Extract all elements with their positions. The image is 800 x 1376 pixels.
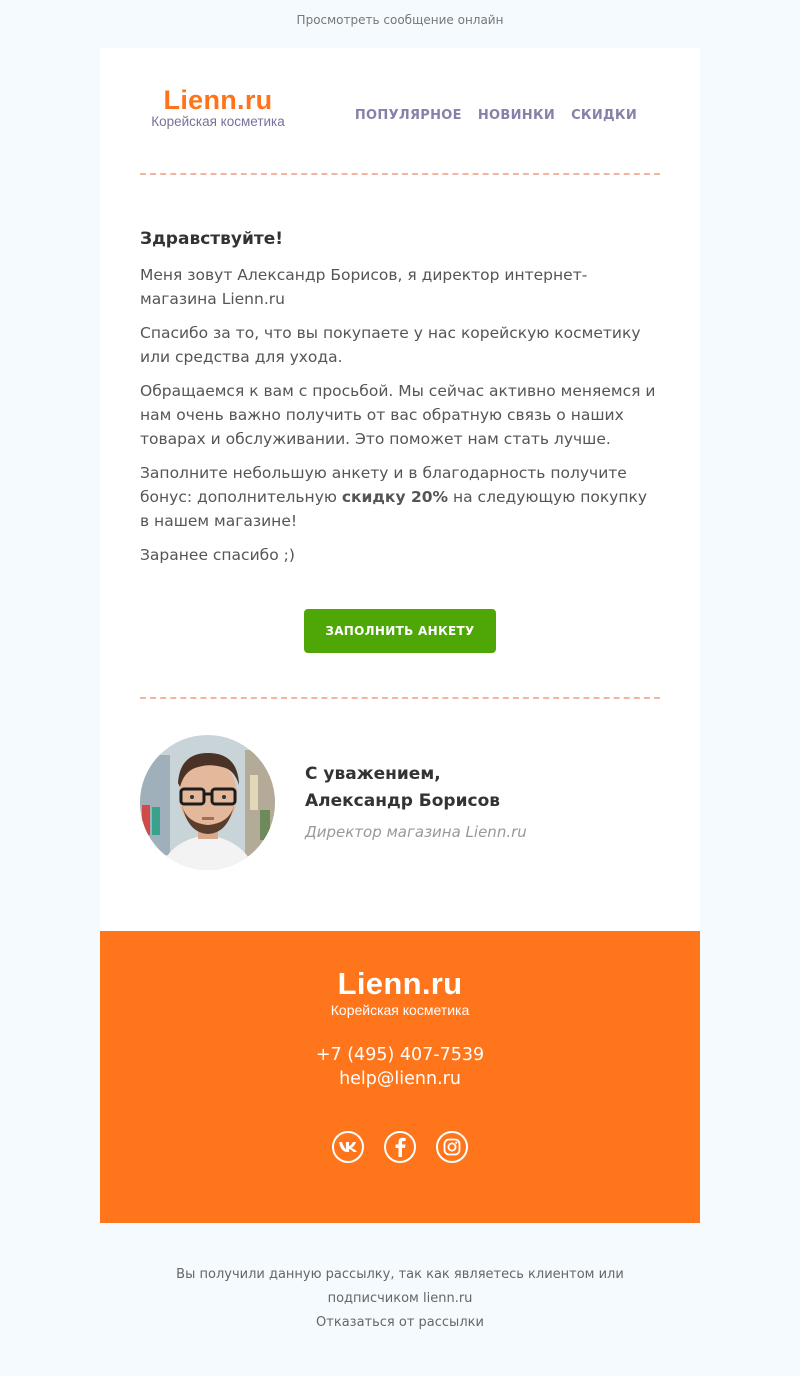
message-body [100, 175, 700, 697]
preheader [0, 0, 800, 48]
paragraph-request: Обращаемся к вам с просьбой. Мы сейчас активно меняемся и нам очень важно получить от вас обратную связь о наших товарах и обслуживании. Это поможет нам стать лучше. [140, 382, 656, 448]
offer-text-end: на следующую покупку в нашем магазине! [140, 488, 648, 530]
signature-block [100, 699, 700, 931]
signature-role: Директор магазина Lienn.ru [305, 823, 527, 841]
footer [100, 931, 700, 1223]
vk-icon[interactable] [332, 1131, 364, 1163]
footer-logo-tagline: Корейская косметика [330, 1002, 470, 1018]
facebook-icon[interactable] [384, 1131, 416, 1163]
paragraph-closing: Заранее спасибо ;) [140, 546, 295, 564]
subscription-reason: Вы получили данную рассылку, так как являетесь клиентом или подписчиком lienn.ru [176, 1267, 624, 1306]
footer-logo-brand: Lienn.ru [337, 966, 463, 1001]
paragraph-offer [140, 461, 660, 533]
offer-text-start: Заполните небольшую анкету и в благодарность получите бонус: дополнительную [140, 464, 627, 506]
signature-text [305, 761, 527, 841]
paragraph-thanks: Спасибо за то, что вы покупаете у нас корейскую косметику или средства для ухода. [140, 324, 641, 366]
signature-name: Александр Борисов [305, 791, 501, 811]
avatar [140, 735, 275, 870]
email-card [100, 48, 700, 1223]
footer-email[interactable]: help@lienn.ru [339, 1069, 461, 1089]
email-header [100, 48, 700, 173]
logo-tagline: Корейская косметика [151, 114, 285, 129]
footer-logo[interactable] [100, 931, 700, 1019]
unsubscribe-link[interactable]: Отказаться от рассылки [316, 1315, 484, 1330]
footer-phone[interactable]: +7 (495) 407-7539 [315, 1045, 485, 1065]
offer-discount: скидку 20% [341, 488, 449, 506]
top-nav [355, 108, 637, 123]
signature-regards: С уважением, [305, 764, 441, 784]
view-online-link[interactable]: Просмотреть сообщение онлайн [296, 13, 504, 27]
bottom-notice [0, 1223, 800, 1335]
logo[interactable] [143, 86, 293, 130]
footer-contacts [100, 1043, 700, 1091]
nav-sale[interactable]: СКИДКИ [571, 108, 637, 123]
nav-popular[interactable]: ПОПУЛЯРНОЕ [354, 108, 462, 123]
cta-wrapper [140, 577, 660, 697]
fill-survey-button[interactable]: ЗАПОЛНИТЬ АНКЕТУ [304, 609, 495, 653]
greeting: Здравствуйте! [140, 229, 284, 249]
social-links [100, 1131, 700, 1163]
nav-new[interactable]: НОВИНКИ [477, 108, 556, 123]
logo-brand: Lienn.ru [163, 85, 273, 115]
instagram-icon[interactable] [436, 1131, 468, 1163]
paragraph-intro: Меня зовут Александр Борисов, я директор интернет-магазина Lienn.ru [140, 266, 588, 308]
